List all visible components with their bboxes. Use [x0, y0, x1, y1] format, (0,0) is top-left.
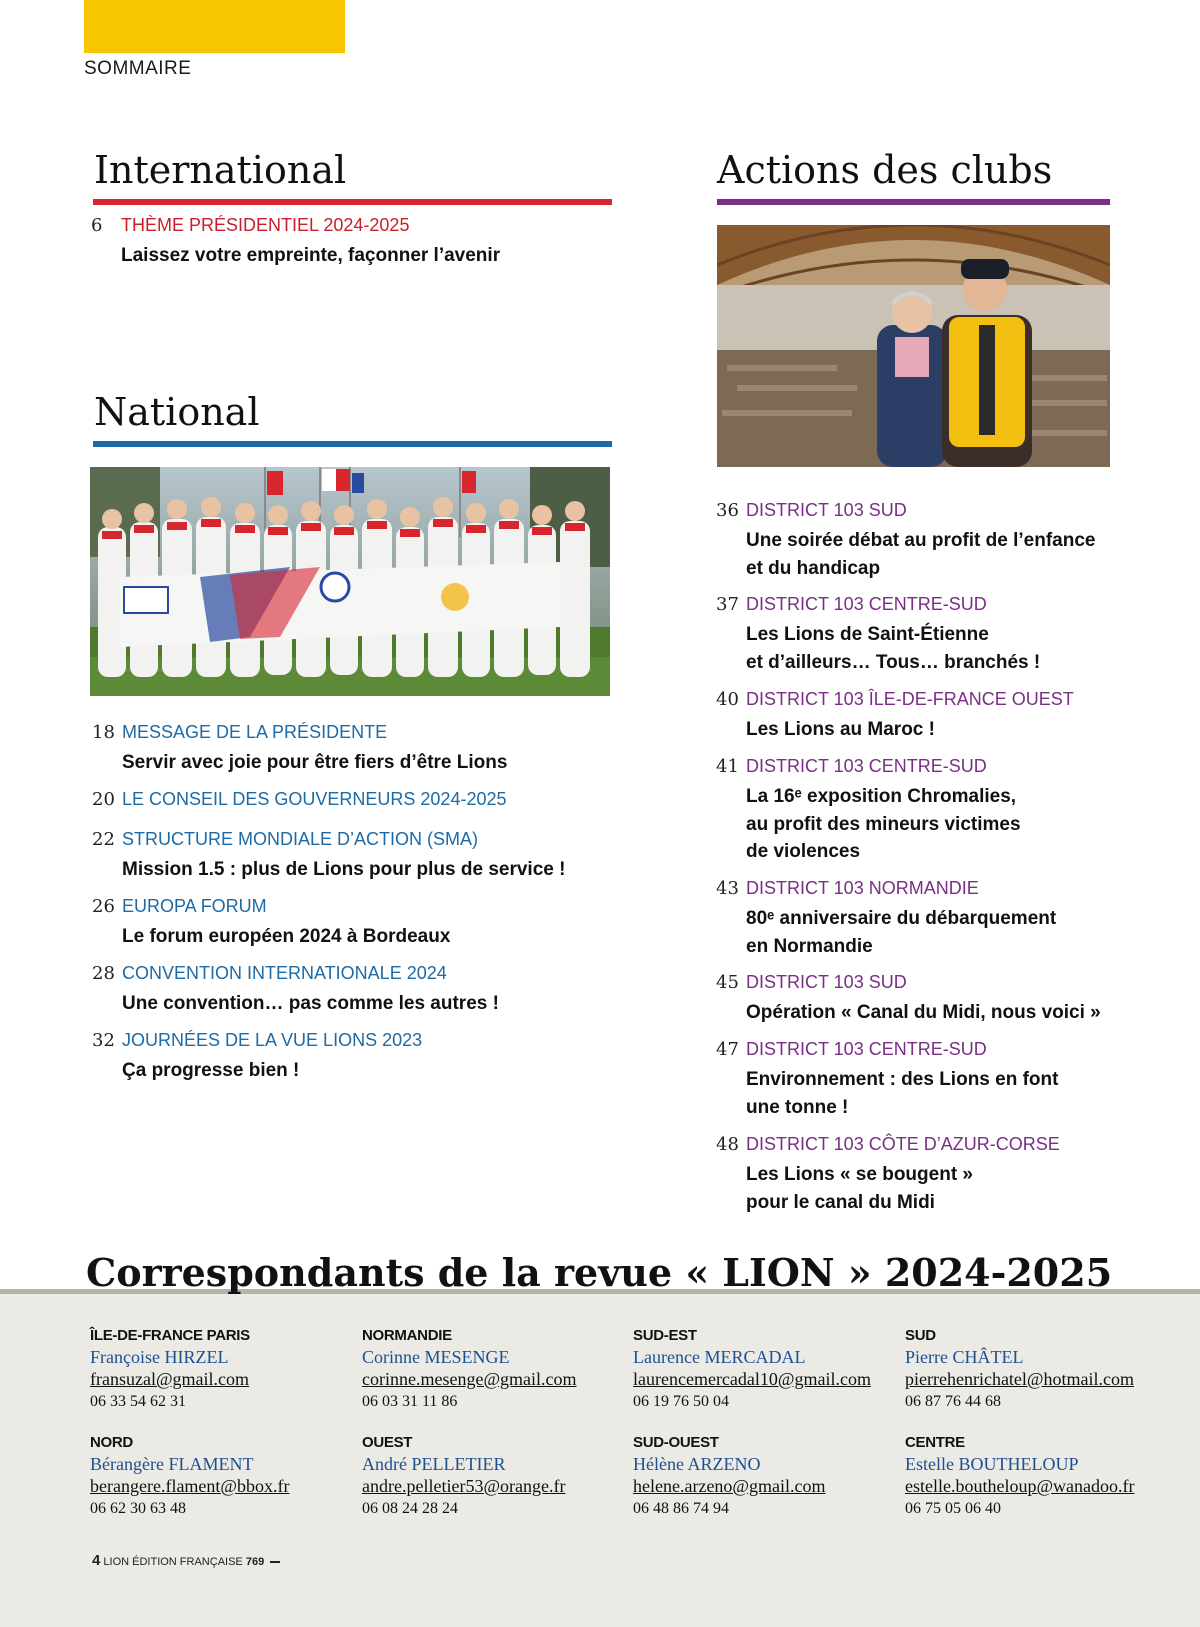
entry-title	[746, 527, 1095, 582]
entry-category: LE CONSEIL DES GOUVERNEURS 2024-2025	[122, 789, 507, 809]
footer-dash	[270, 1561, 280, 1563]
correspondant-card	[362, 1326, 577, 1414]
entry-title-line: Les Lions de Saint-Étienne	[746, 624, 989, 645]
entry-title	[121, 242, 500, 270]
page-number: 20	[92, 789, 115, 810]
international-heading: International	[94, 148, 347, 192]
national-group-photo	[90, 467, 610, 696]
page-number: 32	[92, 1030, 115, 1051]
page-number: 26	[92, 896, 115, 917]
page-number: 36	[716, 500, 739, 521]
email-link[interactable]: fransuzal@gmail.com	[90, 1369, 250, 1389]
entry-title	[122, 749, 507, 777]
phone-number: 06 75 05 06 40	[905, 1500, 1001, 1517]
section-label: SOMMAIRE	[84, 58, 192, 79]
region-label: CENTRE	[905, 1434, 965, 1451]
entry-title-line: pour le canal du Midi	[746, 1191, 935, 1213]
entry-title	[746, 621, 1040, 676]
national-rule	[93, 441, 612, 447]
entry-title-line: de violences	[746, 841, 861, 862]
entry-title	[746, 1066, 1058, 1121]
entry-title-line: Mission 1.5 : plus de Lions pour plus de service !	[122, 859, 566, 880]
correspondant-card	[633, 1433, 826, 1521]
phone-number: 06 87 76 44 68	[905, 1393, 1001, 1410]
region-label: SUD-OUEST	[633, 1434, 719, 1451]
entry-category: DISTRICT 103 NORMANDIE	[746, 878, 979, 898]
phone-number: 06 08 24 28 24	[362, 1500, 458, 1517]
entry-category: STRUCTURE MONDIALE D’ACTION (SMA)	[122, 829, 479, 849]
entry-title	[122, 1057, 299, 1085]
correspondant-name: Pierre CHÂTEL	[905, 1347, 1024, 1367]
issue-number: 769	[245, 1556, 265, 1568]
international-rule	[93, 199, 612, 205]
page-number: 40	[716, 689, 739, 710]
entry-title-line: Une convention… pas comme les autres !	[122, 993, 499, 1014]
entry-category: THÈME PRÉSIDENTIEL 2024-2025	[121, 215, 410, 235]
entry-title-line: Les Lions au Maroc !	[746, 719, 935, 740]
entry-category: EUROPA FORUM	[122, 896, 267, 916]
page-number: 28	[92, 963, 115, 984]
entry-title-line: en Normandie	[746, 935, 873, 957]
email-link[interactable]: berangere.flament@bbox.fr	[90, 1476, 290, 1496]
entry-title-line: Les Lions « se bougent »	[746, 1164, 973, 1185]
page-number: 47	[716, 1039, 739, 1060]
entry-category: CONVENTION INTERNATIONALE 2024	[122, 963, 447, 983]
phone-number: 06 62 30 63 48	[90, 1500, 186, 1517]
entry-title-line: La 16ᵉ exposition Chromalies,	[746, 786, 1017, 807]
entry-category: DISTRICT 103 ÎLE-DE-FRANCE OUEST	[746, 689, 1074, 709]
entry-title-line: Le forum européen 2024 à Bordeaux	[122, 926, 451, 947]
page-number: 4	[92, 1552, 101, 1569]
region-label: SUD-EST	[633, 1327, 697, 1344]
correspondant-card	[905, 1326, 1134, 1414]
phone-number: 06 19 76 50 04	[633, 1393, 729, 1410]
phone-number: 06 33 54 62 31	[90, 1393, 186, 1410]
region-label: OUEST	[362, 1434, 413, 1451]
region-label: NORMANDIE	[362, 1327, 452, 1344]
entry-category: DISTRICT 103 SUD	[746, 500, 907, 520]
entry-category: DISTRICT 103 CENTRE-SUD	[746, 1039, 987, 1059]
group-photo-illustration	[90, 467, 610, 696]
entry-title-line: et du handicap	[746, 557, 881, 579]
email-link[interactable]: helene.arzeno@gmail.com	[633, 1476, 826, 1496]
entry-category: MESSAGE DE LA PRÉSIDENTE	[122, 722, 388, 742]
correspondants-heading: Correspondants de la revue « LION » 2024-2025	[86, 1250, 1113, 1295]
correspondant-name: Hélène ARZENO	[633, 1454, 761, 1474]
phone-number: 06 48 86 74 94	[633, 1500, 729, 1517]
entry-category: DISTRICT 103 CÔTE D’AZUR-CORSE	[746, 1134, 1060, 1154]
region-label: ÎLE-DE-FRANCE PARIS	[90, 1327, 250, 1344]
entry-title	[122, 990, 499, 1018]
entry-title-line: Laissez votre empreinte, façonner l’avenir	[121, 245, 501, 266]
page-number: 6	[91, 215, 103, 236]
page-number: 45	[716, 972, 739, 993]
entry-title	[746, 999, 1101, 1027]
correspondant-name: Estelle BOUTHELOUP	[905, 1454, 1079, 1474]
entry-title-line: Une soirée débat au profit de l’enfance	[746, 530, 1096, 551]
page-number: 22	[92, 829, 115, 850]
entry-title-line: Environnement : des Lions en font	[746, 1069, 1059, 1090]
correspondant-card	[905, 1433, 1135, 1521]
correspondant-name: Bérangère FLAMENT	[90, 1454, 254, 1474]
entry-title-line: Opération « Canal du Midi, nous voici »	[746, 1002, 1101, 1023]
entry-category: DISTRICT 103 CENTRE-SUD	[746, 756, 987, 776]
correspondant-name: Corinne MESENGE	[362, 1347, 510, 1367]
page-number: 41	[716, 756, 739, 777]
entry-title-line: 80ᵉ anniversaire du débarquement	[746, 908, 1057, 929]
entry-title	[122, 923, 450, 951]
region-label: SUD	[905, 1327, 936, 1344]
clubs-rule	[717, 199, 1110, 205]
entry-title-line: au profit des mineurs victimes	[746, 813, 1021, 835]
email-link[interactable]: corinne.mesenge@gmail.com	[362, 1369, 577, 1389]
entry-category: DISTRICT 103 SUD	[746, 972, 907, 992]
entry-title	[746, 716, 935, 744]
correspondant-name: Laurence MERCADAL	[633, 1347, 806, 1367]
couple-photo-illustration	[717, 225, 1110, 467]
page-number: 37	[716, 594, 739, 615]
clubs-heading: Actions des clubs	[717, 148, 1053, 192]
entry-title-line: Servir avec joie pour être fiers d’être Lions	[122, 752, 508, 773]
entry-title-line: Ça progresse bien !	[122, 1060, 300, 1081]
correspondant-name: André PELLETIER	[362, 1454, 506, 1474]
correspondant-name: Françoise HIRZEL	[90, 1347, 229, 1367]
page-number: 18	[92, 722, 115, 743]
entry-title	[746, 783, 1021, 866]
entry-title	[122, 856, 565, 884]
publication-name: LION ÉDITION FRANÇAISE	[103, 1556, 243, 1568]
entry-title-line: et d’ailleurs… Tous… branchés !	[746, 651, 1041, 673]
clubs-couple-photo	[717, 225, 1110, 467]
email-link[interactable]: laurencemercadal10@gmail.com	[633, 1369, 871, 1389]
yellow-header-bar	[84, 0, 345, 53]
entry-title-line: une tonne !	[746, 1096, 849, 1118]
page-number: 43	[716, 878, 739, 899]
phone-number: 06 03 31 11 86	[362, 1393, 458, 1410]
entry-title	[746, 905, 1056, 960]
email-link[interactable]: andre.pelletier53@orange.fr	[362, 1476, 566, 1496]
page-footer	[92, 1552, 280, 1569]
correspondant-card	[90, 1433, 290, 1521]
correspondant-card	[90, 1326, 250, 1414]
email-link[interactable]: estelle.boutheloup@wanadoo.fr	[905, 1476, 1135, 1496]
page-number: 48	[716, 1134, 739, 1155]
correspondant-card	[362, 1433, 565, 1521]
entry-category: JOURNÉES DE LA VUE LIONS 2023	[122, 1030, 423, 1050]
entry-category: DISTRICT 103 CENTRE-SUD	[746, 594, 987, 614]
entry-title	[746, 1161, 973, 1216]
email-link[interactable]: pierrehenrichatel@hotmail.com	[905, 1369, 1134, 1389]
region-label: NORD	[90, 1434, 133, 1451]
correspondant-card	[633, 1326, 871, 1414]
national-heading: National	[94, 390, 260, 434]
